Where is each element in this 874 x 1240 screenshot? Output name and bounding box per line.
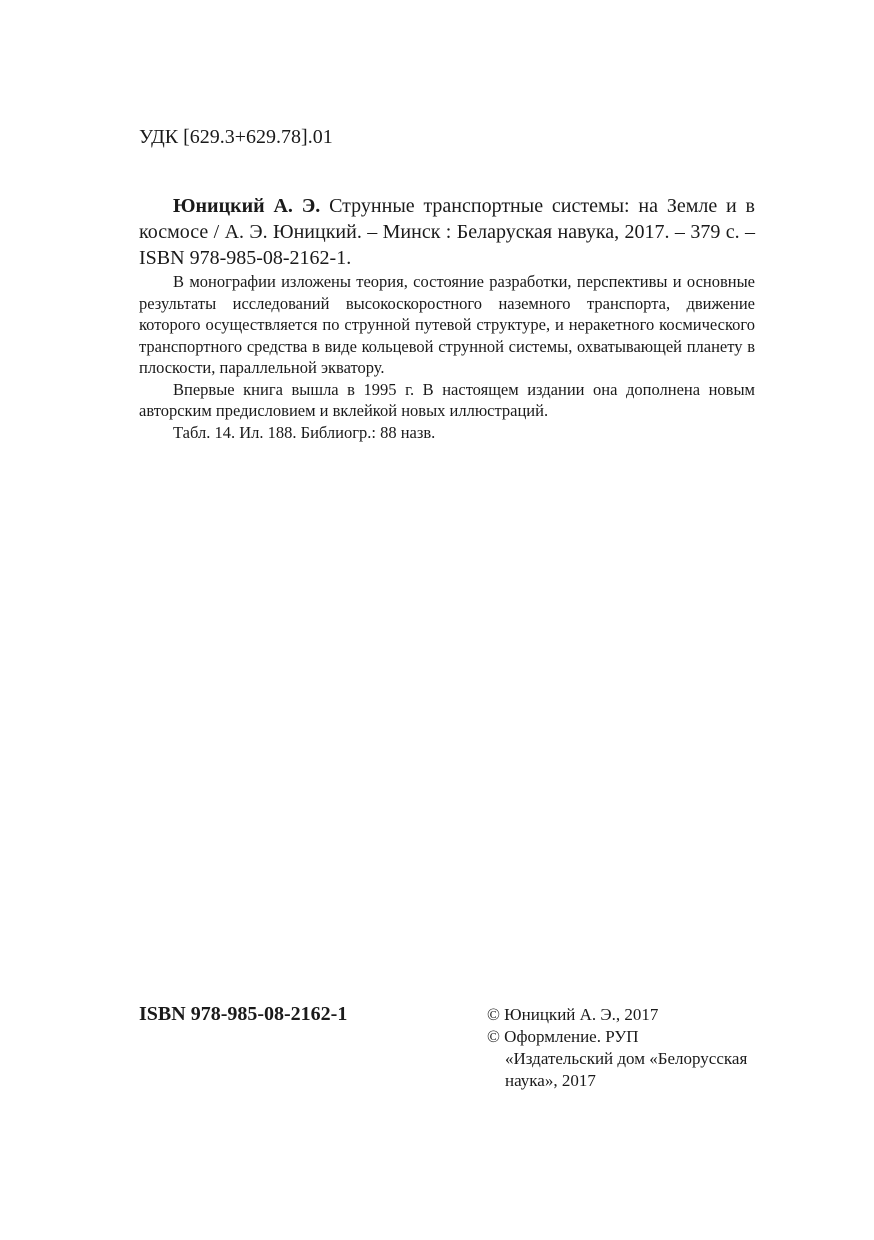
abstract-paragraph-2: Впервые книга вышла в 1995 г. В настоящем издании она дополнена новым авторским предисловием и вклейкой новых иллюстраций. bbox=[139, 379, 755, 420]
copyright-block bbox=[487, 1004, 759, 1092]
udk-classification: УДК [629.3+629.78].01 bbox=[139, 126, 333, 148]
copyright-design: © Оформление. РУП bbox=[487, 1027, 639, 1046]
citation-text: Струнные транспортные системы: на Земле и в космосе / А. Э. Юницкий. – Минск : Беларуская навука, 2017. – 379 с. – ISBN 978-985-08-2162-1. bbox=[139, 195, 755, 269]
copyright-author: © Юницкий А. Э., 2017 bbox=[487, 1005, 659, 1024]
citation-author: Юницкий А. Э. bbox=[173, 195, 321, 217]
isbn-number: ISBN 978-985-08-2162-1 bbox=[139, 1003, 348, 1025]
copyright-publisher: «Издательский дом «Белорусская наука», 2017 bbox=[505, 1049, 748, 1090]
abstract-paragraph-3: Табл. 14. Ил. 188. Библиогр.: 88 назв. bbox=[173, 422, 436, 442]
abstract-paragraph-1: В монографии изложены теория, состояние разработки, перспективы и основные результаты исследований высокоскоростного наземного транспорта, движение которого осуществляется по струнной путевой структуре, и неракетного космического транспортного средства в виде кольцевой струнной системы, охватывающей планету в плоскости, параллельной экватору. bbox=[139, 272, 755, 377]
abstract bbox=[139, 271, 755, 443]
bibliographic-citation bbox=[139, 193, 755, 271]
